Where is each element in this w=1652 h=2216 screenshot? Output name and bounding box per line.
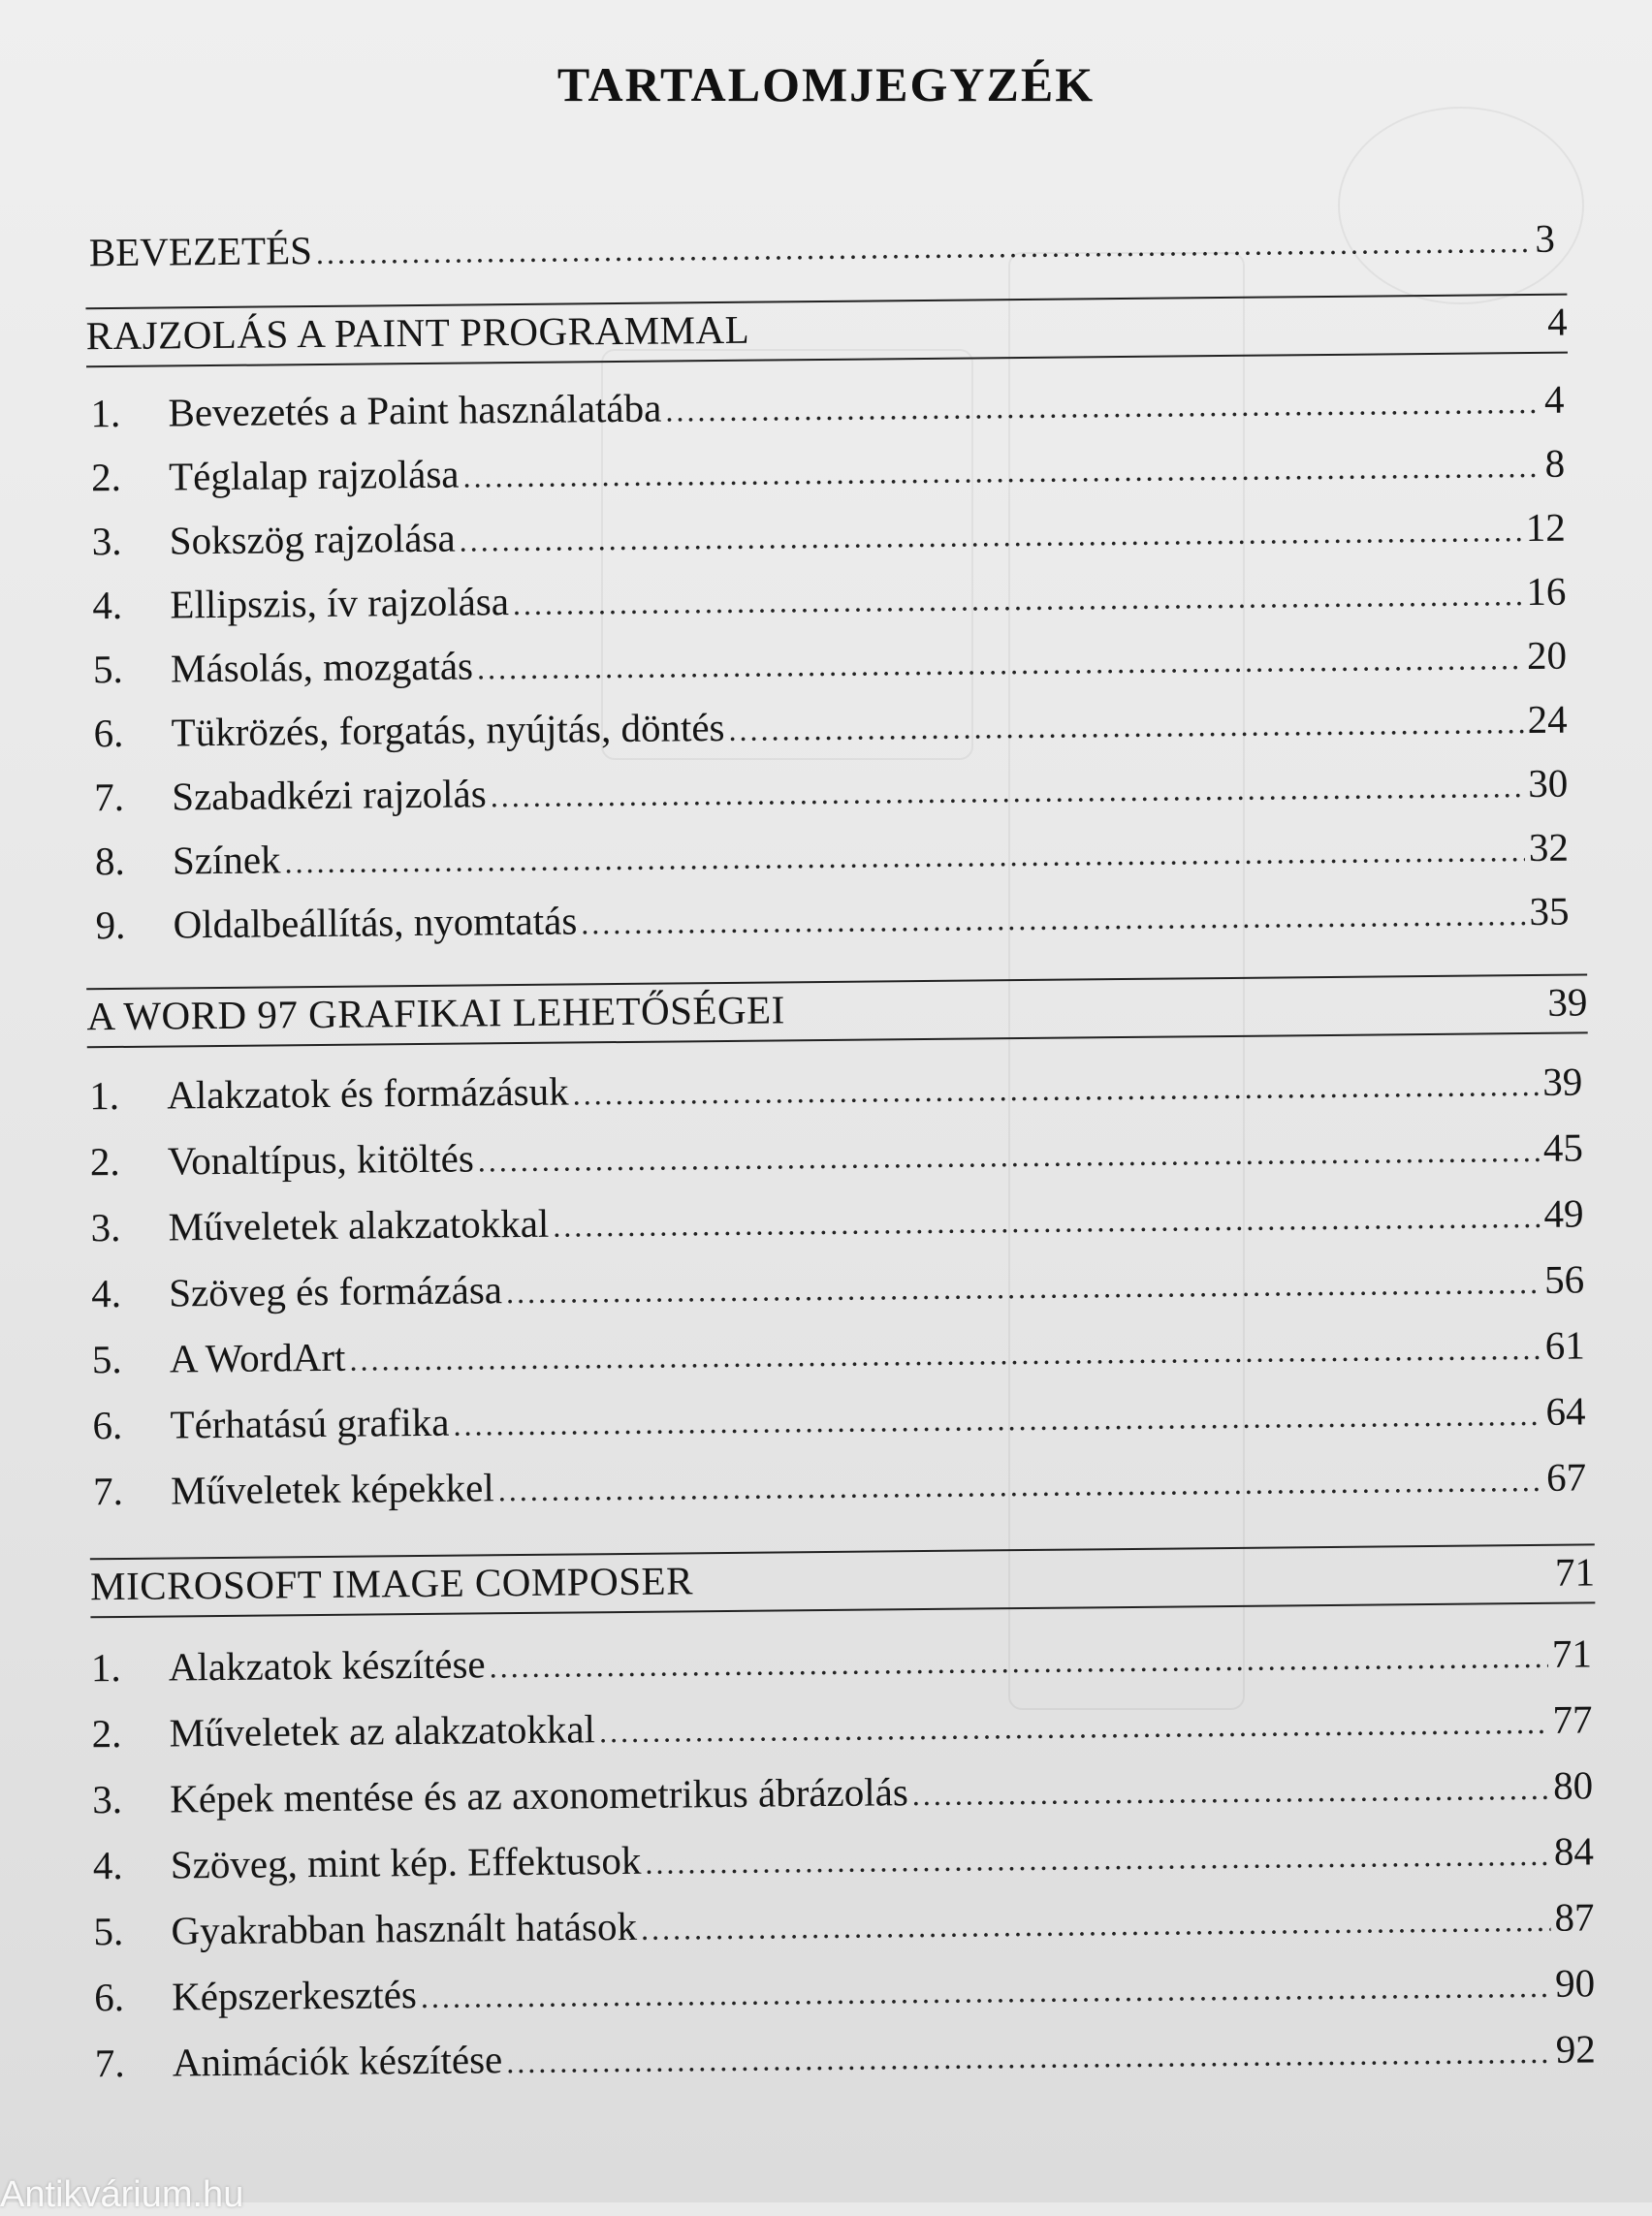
toc-entry[interactable]	[93, 1824, 1594, 1891]
toc-entry[interactable]	[92, 565, 1566, 632]
toc-entry-page: 39	[1541, 1059, 1583, 1104]
dot-leader	[645, 1828, 1550, 1889]
toc-entry[interactable]	[93, 1890, 1594, 1957]
toc-entry[interactable]	[92, 1384, 1585, 1451]
toc-entry-label: Szöveg és formázása	[168, 1267, 503, 1315]
dot-leader	[489, 1630, 1548, 1693]
toc-entry-number: 7.	[92, 1468, 124, 1514]
dot-leader	[641, 1894, 1551, 1955]
toc-entry[interactable]	[93, 1450, 1586, 1517]
toc-entry-page: 32	[1528, 824, 1570, 871]
toc-entry-page: 8	[1544, 440, 1566, 486]
toc-entry-page: 61	[1544, 1322, 1586, 1368]
toc-entry-page: 24	[1527, 696, 1568, 743]
dot-leader	[316, 215, 1532, 279]
dot-leader	[599, 1696, 1549, 1757]
toc-entry[interactable]	[95, 821, 1569, 888]
toc-entry[interactable]	[91, 1693, 1592, 1759]
toc-entry-label: Műveletek alakzatokkal	[168, 1200, 550, 1250]
toc-entry-label: Színek	[172, 837, 281, 883]
toc-entry-page: 49	[1543, 1190, 1584, 1236]
toc-entry[interactable]	[93, 629, 1567, 696]
toc-entry-page: 12	[1525, 504, 1566, 551]
section-title: MICROSOFT IMAGE COMPOSER	[89, 1558, 694, 1609]
toc-entry-number: 2.	[89, 1138, 120, 1185]
toc-entry-page: 84	[1553, 1828, 1595, 1874]
toc-entry[interactable]	[90, 1187, 1583, 1253]
dot-leader	[506, 2026, 1552, 2088]
section-page: 71	[1554, 1549, 1596, 1595]
toc-entry-number: 1.	[90, 390, 121, 436]
section-heading[interactable]	[90, 1543, 1596, 1618]
page-title: TARTALOMJEGYZÉK	[556, 57, 1096, 111]
dot-leader	[506, 1256, 1541, 1318]
toc-entry-number: 2.	[90, 454, 122, 500]
toc-entry-label: Tükrözés, forgatás, nyújtás, döntés	[171, 704, 725, 755]
dot-leader	[498, 1454, 1543, 1516]
toc-entry-label: Műveletek képekkel	[170, 1465, 494, 1513]
toc-entry-number: 1.	[89, 1072, 120, 1119]
toc-entry-number: 5.	[93, 1908, 124, 1954]
dot-leader	[284, 824, 1525, 888]
toc-entry[interactable]	[94, 1956, 1595, 2023]
toc-entry-label: Alakzatok és formázásuk	[167, 1068, 569, 1118]
toc-entry[interactable]	[91, 437, 1565, 504]
toc-entry-number: 3.	[91, 518, 122, 564]
toc-entry-page: 87	[1554, 1894, 1595, 1940]
dot-leader	[478, 1124, 1541, 1187]
toc-entry-label: Bevezetés a Paint használatába	[168, 385, 662, 435]
toc-entry-page: 4	[1543, 376, 1565, 422]
section-page: 4	[1546, 299, 1568, 344]
toc-entry-page: 35	[1529, 888, 1570, 934]
toc-entry[interactable]	[90, 373, 1564, 440]
toc-entry-label: Másolás, mozgatás	[170, 643, 474, 691]
dot-leader	[553, 1190, 1541, 1252]
toc-entry-number: 1.	[90, 1644, 121, 1691]
dot-leader	[477, 632, 1523, 694]
toc-entry-number: 4.	[90, 1270, 122, 1316]
toc-entry-label: Térhatású grafika	[170, 1399, 450, 1447]
watermark: Antikvárium.hu	[0, 2174, 244, 2215]
toc-entry-number: 8.	[94, 838, 125, 884]
toc-entry-page: 56	[1543, 1256, 1585, 1302]
toc-entry-page: 67	[1545, 1454, 1587, 1500]
toc-entry-number: 4.	[92, 582, 123, 628]
toc-entry-page: 71	[1551, 1630, 1593, 1676]
toc-entry-number: 6.	[93, 1974, 125, 2020]
toc-entry-label: Szöveg, mint kép. Effektusok	[170, 1837, 642, 1887]
toc-entry-number: 5.	[91, 1336, 122, 1382]
toc-entry-label: Animációk készítése	[172, 2037, 503, 2085]
dot-leader	[572, 1059, 1539, 1121]
toc-entry-label: Téglalap rajzolása	[168, 451, 460, 499]
toc-entry-number: 6.	[92, 1402, 123, 1448]
dot-leader	[349, 1322, 1541, 1386]
toc-entry[interactable]	[93, 693, 1567, 760]
toc-entry-page: 16	[1526, 568, 1567, 615]
toc-entry-number: 9.	[95, 902, 126, 948]
section-heading[interactable]	[85, 294, 1568, 368]
toc-entry-number: 3.	[92, 1776, 123, 1822]
toc-entry[interactable]	[90, 1121, 1583, 1187]
dot-leader	[581, 888, 1526, 949]
toc-entry-label: BEVEZETÉS	[88, 228, 313, 275]
toc-entry-page: 90	[1554, 1960, 1596, 2006]
toc-entry-label: Képek mentése és az axonometrikus ábrázolás	[170, 1769, 909, 1821]
toc-entry-label: Ellipszis, ív rajzolása	[170, 579, 510, 627]
toc-entry-label: Vonaltípus, kitöltés	[167, 1135, 474, 1184]
toc-entry-label: Sokszög rajzolása	[169, 515, 456, 563]
toc-entry-page: 77	[1552, 1696, 1593, 1742]
toc-entry-page: 3	[1535, 215, 1556, 261]
toc-entry-number: 4.	[92, 1842, 123, 1888]
toc-entry-label: Alakzatok készítése	[168, 1641, 486, 1690]
toc-entry-page: 64	[1545, 1388, 1586, 1434]
toc-entry-number: 3.	[90, 1204, 121, 1250]
toc-entry[interactable]	[92, 1758, 1593, 1825]
toc-entry-number: 7.	[94, 2040, 125, 2086]
toc-entry-label: Szabadkézi rajzolás	[172, 771, 487, 819]
toc-entry[interactable]	[94, 757, 1568, 824]
section-heading[interactable]	[86, 973, 1588, 1048]
dot-leader	[665, 376, 1541, 437]
toc-entry-number: 2.	[91, 1710, 122, 1757]
toc-entry-page: 45	[1542, 1124, 1584, 1170]
section-page: 39	[1547, 979, 1588, 1025]
toc-entry-page: 80	[1552, 1762, 1594, 1808]
toc-entry-page: 92	[1555, 2026, 1596, 2072]
toc-entry[interactable]	[89, 1055, 1582, 1122]
toc-entry-label: Oldalbeállítás, nyomtatás	[173, 898, 578, 947]
toc-entry-number: 7.	[94, 774, 125, 820]
section-title: A WORD 97 GRAFIKAI LEHETŐSÉGEI	[86, 987, 785, 1039]
toc-entry[interactable]	[92, 1318, 1585, 1385]
dot-leader	[490, 760, 1524, 822]
toc-entry-page: 20	[1526, 632, 1568, 679]
dot-leader	[462, 440, 1541, 503]
dot-leader	[912, 1762, 1550, 1820]
toc-entry-label: A WordArt	[169, 1334, 346, 1381]
toc-entry-number: 6.	[93, 710, 124, 756]
toc-intro-entry[interactable]	[89, 212, 1555, 279]
dot-leader	[513, 568, 1523, 630]
section-title: RAJZOLÁS A PAINT PROGRAMMAL	[85, 306, 750, 359]
toc-entry[interactable]	[95, 885, 1569, 952]
dot-leader	[453, 1388, 1541, 1451]
toc-entry[interactable]	[91, 1627, 1592, 1694]
toc-entry[interactable]	[92, 501, 1566, 568]
dot-leader	[459, 504, 1522, 567]
toc-entry-page: 30	[1528, 760, 1569, 807]
dot-leader	[728, 696, 1524, 756]
toc-entry-label: Gyakrabban használt hatások	[171, 1903, 638, 1953]
toc-entry-number: 5.	[92, 646, 124, 692]
dot-leader	[421, 1960, 1552, 2023]
toc-entry-label: Műveletek az alakzatokkal	[169, 1706, 596, 1756]
toc-entry-label: Képszerkesztés	[171, 1972, 418, 2019]
toc-entry[interactable]	[95, 2022, 1596, 2089]
toc-entry[interactable]	[91, 1252, 1584, 1319]
